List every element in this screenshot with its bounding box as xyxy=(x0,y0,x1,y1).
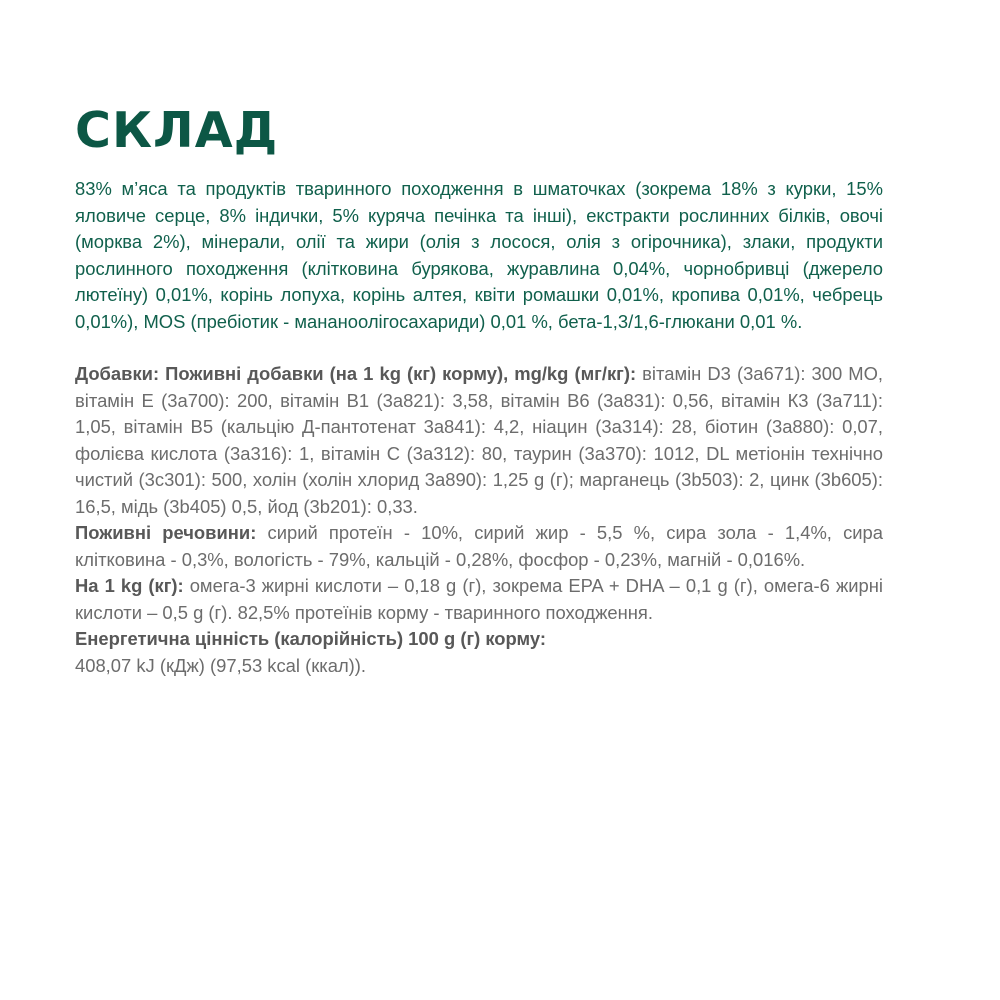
additives-label: Добавки: Поживні добавки (на 1 kg (кг) корму), mg/kg (мг/кг): xyxy=(75,363,637,384)
per-kg-label: На 1 kg (кг): xyxy=(75,575,184,596)
per-kg-text: омега-3 жирні кислоти – 0,18 g (г), зокрема EPA + DHA – 0,1 g (г), омега-6 жирні кислоти – 0,5 g (г). 82,5% протеїнів корму - тваринного походження. xyxy=(75,575,884,623)
additives-paragraph xyxy=(75,361,883,520)
composition-text: 83% м’яса та продуктів тваринного походження в шматочках (зокрема 18% з курки, 15% яловиче серце, 8% індички, 5% куряча печінка та інші), екстракти рослинних білків, овочі (морква 2%), мінерали, олії та жири (олія з лосося, олія з огірочника), злаки, продукти рослинного походження (клітковина бурякова, журавлина 0,04%, чорнобривці (джерело лютеїну) 0,01%, корінь лопуха, корінь алтея, квіти ромашки 0,01%, кропива 0,01%, чебрець 0,01%), MOS (пребіотик - мананоолігосахариди) 0,01 %, бета-1,3/1,6-глюкани 0,01 %. xyxy=(75,178,883,332)
energy-label: Енергетична цінність (калорійність) 100 g (г) корму: xyxy=(75,628,546,649)
nutrients-label: Поживні речовини: xyxy=(75,522,257,543)
composition-page xyxy=(75,100,883,679)
nutrients-text: сирий протеїн - 10%, сирий жир - 5,5 %, сира зола - 1,4%, сира клітковина - 0,3%, вологість - 79%, кальцій - 0,28%, фосфор - 0,23%, магній - 0,016%. xyxy=(75,522,884,570)
details-section xyxy=(75,361,883,679)
additives-text: вітамін D3 (3a671): 300 МО, вітамін Е (3a700): 200, вітамін В1 (3a821): 3,58, вітамін В6 (3a831): 0,56, вітамін К3 (3a711): 1,05, вітамін В5 (кальцію Д-пантотенат 3a841): 4,2, ніацин (3a314): 28, біотин (3a880): 0,07, фолієва кислота (3a316): 1, вітамін С (3a312): 80, таурин (3a370): 1012, DL метіонін технічно чистий (3c301): 500, холін (холін хлорид 3a890): 1,25 g (г); марганець (3b503): 2, цинк (3b605): 16,5, мідь (3b405) 0,5, йод (3b201): 0,33. xyxy=(75,363,883,517)
nutrients-paragraph xyxy=(75,520,883,573)
page-title: СКЛАД xyxy=(75,102,279,159)
energy-paragraph xyxy=(75,626,883,679)
per-kg-paragraph xyxy=(75,573,883,626)
energy-text: 408,07 kJ (кДж) (97,53 kcal (ккал)). xyxy=(75,654,367,676)
